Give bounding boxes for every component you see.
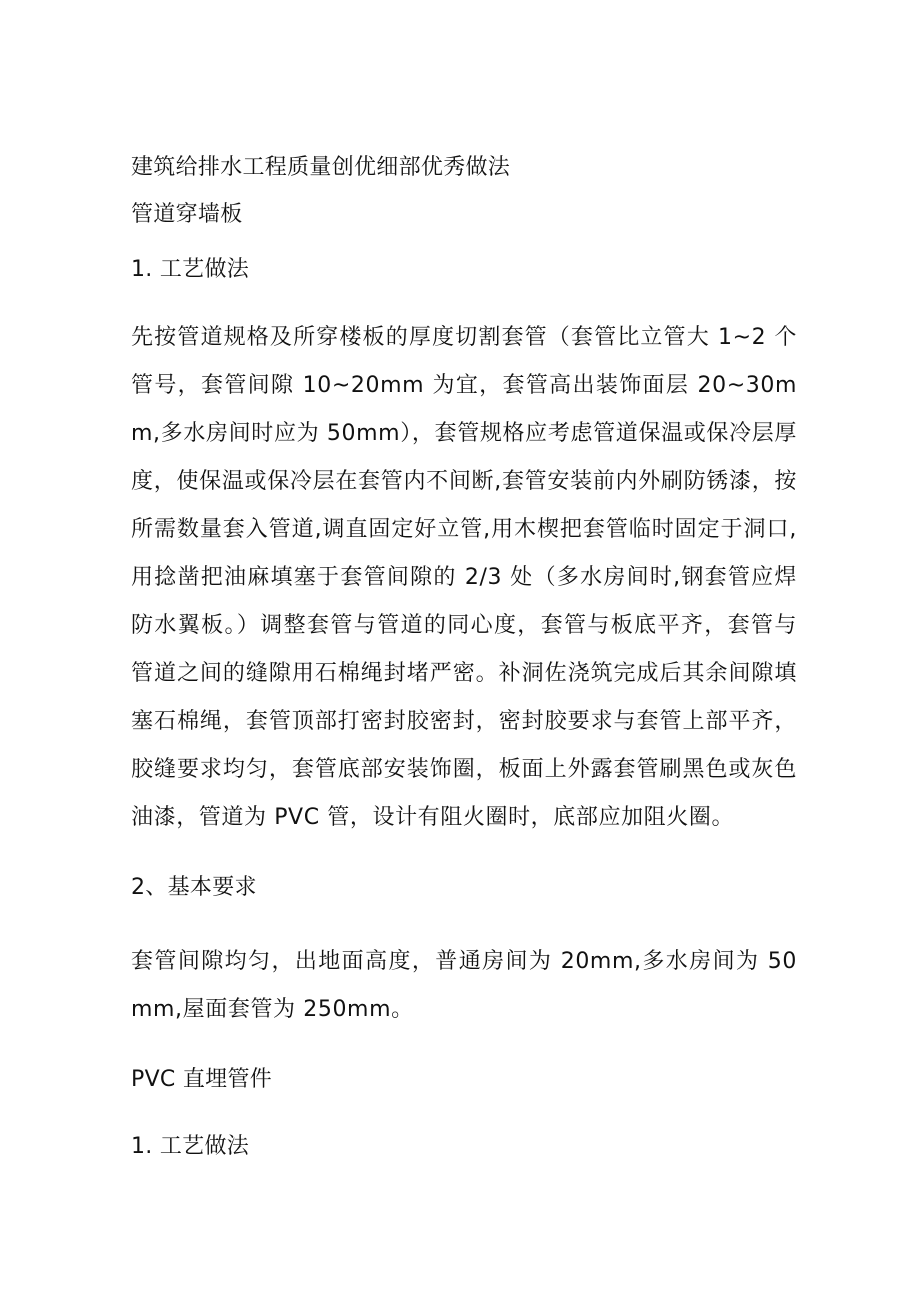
section-heading-pipe-through-slab: 管道穿墙板 (131, 202, 243, 227)
subsection-heading-process-2: 1. 工艺做法 (131, 1134, 250, 1159)
document-title: 建筑给排水工程质量创优细部优秀做法 (131, 155, 511, 180)
section-heading-pvc-buried-fittings: PVC 直埋管件 (131, 1067, 273, 1092)
basic-requirements-paragraph: 套管间隙均匀，出地面高度，普通房间为 20mm,多水房间为 50mm,屋面套管为 250mm。 (131, 949, 797, 1022)
subsection-heading-basic-requirements: 2、基本要求 (131, 875, 257, 900)
subsection-heading-process: 1. 工艺做法 (131, 257, 250, 282)
process-description-paragraph: 先按管道规格及所穿楼板的厚度切割套管（套管比立管大 1~2 个管号，套管间隙 10~20mm 为宜，套管高出装饰面层 20~30mm,多水房间时应为 50mm），套管规格应考虑管道保温或保冷层厚度，使保温或保冷层在套管内不间断,套管安装前内外刷防锈漆，按所需数量套入管道,调直固定好立管,用木楔把套管临时固定于洞口,用捻凿把油麻填塞于套管间隙的 2/3 处（多水房间时,钢套管应焊防水翼板。）调整套管与管道的同心度，套管与板底平齐，套管与管道之间的缝隙用石棉绳封堵严密。补洞佐浇筑完成后其余间隙填塞石棉绳，套管顶部打密封胶密封，密封胶要求与套管上部平齐，胶缝要求均匀，套管底部安装饰圈，板面上外露套管刷黑色或灰色油漆，管道为 PVC 管，设计有阻火圈时，底部应加阻火圈。 (131, 325, 797, 830)
